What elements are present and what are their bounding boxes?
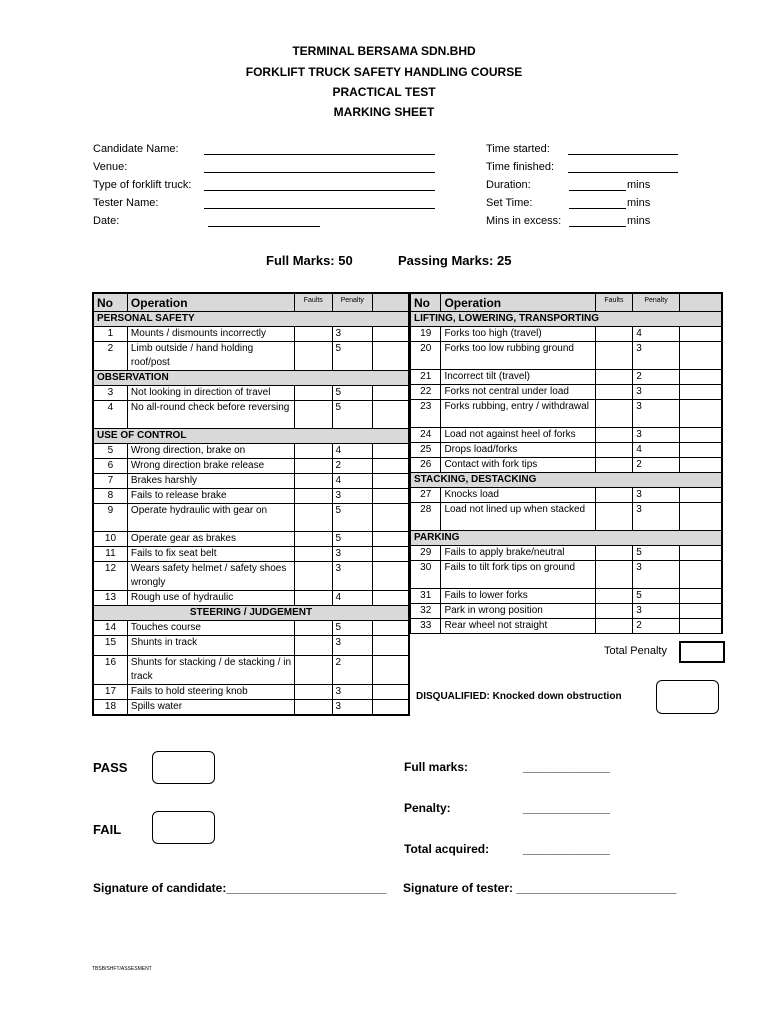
row-operation: No all-round check before reversing <box>127 401 294 429</box>
penalty-value: 5 <box>633 546 680 561</box>
row-number: 3 <box>93 386 127 401</box>
duration-label: Duration: <box>486 179 531 191</box>
faults-cell[interactable] <box>295 489 332 504</box>
penalty-value: 2 <box>633 619 680 634</box>
col-blank <box>373 293 410 312</box>
row-number: 11 <box>93 547 127 562</box>
table-row <box>411 385 723 400</box>
penalty-value: 4 <box>332 591 373 606</box>
row-number: 32 <box>411 604 441 619</box>
score-cell[interactable] <box>679 503 722 531</box>
tester-signature[interactable]: Signature of tester: ________________________ <box>403 881 677 895</box>
table-row <box>411 443 723 458</box>
faults-cell[interactable] <box>595 546 633 561</box>
row-operation: Drops load/forks <box>441 443 595 458</box>
full-marks: Full Marks: 50 <box>266 253 353 268</box>
table-row <box>93 685 409 700</box>
score-cell[interactable] <box>679 428 722 443</box>
score-cell[interactable] <box>373 327 410 342</box>
table-row <box>411 589 723 604</box>
faults-cell[interactable] <box>295 562 332 591</box>
penalty-value: 3 <box>633 488 680 503</box>
row-operation: Not looking in direction of travel <box>127 386 294 401</box>
score-cell[interactable] <box>679 400 722 428</box>
faults-cell[interactable] <box>295 532 332 547</box>
score-cell[interactable] <box>373 591 410 606</box>
faults-cell[interactable] <box>295 685 332 700</box>
section-title: STEERING / JUDGEMENT <box>93 606 409 621</box>
row-operation: Operate gear as brakes <box>127 532 294 547</box>
mins-excess-unit: mins <box>627 215 651 227</box>
full-marks-field[interactable]: _____________ <box>523 760 610 774</box>
penalty-value: 4 <box>633 443 680 458</box>
company-title: TERMINAL BERSAMA SDN.BHD <box>292 44 476 58</box>
score-cell[interactable] <box>679 385 722 400</box>
penalty-value: 5 <box>332 342 373 371</box>
table-row <box>411 503 723 531</box>
section-title: OBSERVATION <box>93 371 409 386</box>
row-operation: Brakes harshly <box>127 474 294 489</box>
full-marks-label: Full marks: <box>404 760 469 774</box>
col-no: No <box>411 293 441 312</box>
faults-cell[interactable] <box>595 619 633 634</box>
score-cell[interactable] <box>373 636 410 656</box>
score-cell[interactable] <box>679 589 722 604</box>
set-time-label: Set Time: <box>486 197 533 209</box>
table-row <box>411 604 723 619</box>
score-cell[interactable] <box>373 474 410 489</box>
row-operation: Wrong direction brake release <box>127 459 294 474</box>
col-blank <box>679 293 722 312</box>
sheet-title: MARKING SHEET <box>333 105 435 119</box>
date-field[interactable] <box>208 226 320 227</box>
faults-cell[interactable] <box>295 504 332 532</box>
score-cell[interactable] <box>373 489 410 504</box>
candidate-signature[interactable]: Signature of candidate:________________________ <box>93 881 387 895</box>
section-header <box>93 606 409 621</box>
row-operation: Fails to tilt fork tips on ground <box>441 561 595 589</box>
faults-cell[interactable] <box>595 458 633 473</box>
penalty-value: 2 <box>332 459 373 474</box>
candidate-name-label: Candidate Name: <box>93 143 179 155</box>
section-title: LIFTING, LOWERING, TRANSPORTING <box>411 312 723 327</box>
row-number: 21 <box>411 370 441 385</box>
faults-cell[interactable] <box>595 385 633 400</box>
set-time-field[interactable] <box>569 208 626 209</box>
pass-label: PASS <box>93 760 128 775</box>
row-number: 28 <box>411 503 441 531</box>
venue-label: Venue: <box>93 161 128 173</box>
row-operation: Fails to release brake <box>127 489 294 504</box>
section-header <box>411 473 723 488</box>
row-operation: Fails to fix seat belt <box>127 547 294 562</box>
table-row <box>411 327 723 342</box>
section-header <box>411 312 723 327</box>
table-row <box>411 488 723 503</box>
row-operation: Forks rubbing, entry / withdrawal <box>441 400 595 428</box>
row-operation: Shunts for stacking / de stacking / in track <box>127 656 294 685</box>
score-cell[interactable] <box>373 621 410 636</box>
row-operation: Fails to hold steering knob <box>127 685 294 700</box>
row-number: 8 <box>93 489 127 504</box>
col-penalty: Penalty <box>332 293 373 312</box>
row-operation: Spills water <box>127 700 294 716</box>
faults-cell[interactable] <box>295 459 332 474</box>
row-operation: Rough use of hydraulic <box>127 591 294 606</box>
faults-cell[interactable] <box>595 327 633 342</box>
candidate-name-field[interactable] <box>204 154 435 155</box>
fail-label: FAIL <box>93 822 122 837</box>
table-row <box>93 504 409 532</box>
row-number: 22 <box>411 385 441 400</box>
tester-name-field[interactable] <box>204 208 435 209</box>
row-operation: Forks too low rubbing ground <box>441 342 595 370</box>
row-operation: Forks not central under load <box>441 385 595 400</box>
row-number: 29 <box>411 546 441 561</box>
faults-cell[interactable] <box>595 503 633 531</box>
table-row <box>93 591 409 606</box>
row-number: 31 <box>411 589 441 604</box>
penalty-value: 3 <box>633 561 680 589</box>
row-number: 15 <box>93 636 127 656</box>
table-row <box>93 327 409 342</box>
table-row <box>93 401 409 429</box>
footer-code: TBSB/SHFT/ASSESMENT <box>92 966 152 972</box>
mins-excess-field[interactable] <box>569 226 626 227</box>
section-header <box>93 371 409 386</box>
table-row <box>411 342 723 370</box>
col-penalty: Penalty <box>633 293 680 312</box>
section-header <box>93 429 409 444</box>
row-number: 17 <box>93 685 127 700</box>
disqualified-label: DISQUALIFIED: Knocked down obstruction <box>416 691 622 702</box>
col-operation: Operation <box>127 293 294 312</box>
penalty-value: 3 <box>332 562 373 591</box>
row-number: 4 <box>93 401 127 429</box>
faults-cell[interactable] <box>595 488 633 503</box>
faults-cell[interactable] <box>295 444 332 459</box>
row-operation: Load not lined up when stacked <box>441 503 595 531</box>
tester-name-label: Tester Name: <box>93 197 159 209</box>
score-cell[interactable] <box>373 342 410 371</box>
penalty-value: 3 <box>332 700 373 716</box>
faults-cell[interactable] <box>295 636 332 656</box>
score-cell[interactable] <box>679 488 722 503</box>
score-cell[interactable] <box>373 401 410 429</box>
row-number: 16 <box>93 656 127 685</box>
row-number: 20 <box>411 342 441 370</box>
col-faults: Faults <box>595 293 633 312</box>
time-finished-label: Time finished: <box>486 161 555 173</box>
table-row <box>411 400 723 428</box>
row-number: 10 <box>93 532 127 547</box>
faults-cell[interactable] <box>295 591 332 606</box>
table-row <box>411 619 723 634</box>
penalty-value: 4 <box>633 327 680 342</box>
penalty-value: 3 <box>332 685 373 700</box>
penalty-value: 3 <box>633 428 680 443</box>
row-operation: Fails to apply brake/neutral <box>441 546 595 561</box>
penalty-value: 3 <box>332 327 373 342</box>
faults-cell[interactable] <box>295 621 332 636</box>
time-started-label: Time started: <box>486 143 550 155</box>
section-title: USE OF CONTROL <box>93 429 409 444</box>
table-row <box>93 547 409 562</box>
score-cell[interactable] <box>679 458 722 473</box>
row-number: 13 <box>93 591 127 606</box>
faults-cell[interactable] <box>295 342 332 371</box>
penalty-value: 5 <box>332 401 373 429</box>
row-number: 26 <box>411 458 441 473</box>
col-faults: Faults <box>295 293 332 312</box>
row-operation: Mounts / dismounts incorrectly <box>127 327 294 342</box>
table-row <box>411 561 723 589</box>
passing-marks: Passing Marks: 25 <box>398 253 512 268</box>
course-title: FORKLIFT TRUCK SAFETY HANDLING COURSE <box>245 65 523 79</box>
faults-cell[interactable] <box>595 428 633 443</box>
section-header <box>411 531 723 546</box>
table-row <box>93 474 409 489</box>
penalty-field[interactable]: _____________ <box>523 801 610 815</box>
row-number: 27 <box>411 488 441 503</box>
table-row <box>93 621 409 636</box>
score-cell[interactable] <box>679 443 722 458</box>
truck-type-label: Type of forklift truck: <box>93 179 192 191</box>
faults-cell[interactable] <box>595 342 633 370</box>
score-cell[interactable] <box>373 444 410 459</box>
penalty-label: Penalty: <box>404 801 451 815</box>
penalty-value: 4 <box>332 444 373 459</box>
time-started-field[interactable] <box>568 154 678 155</box>
faults-cell[interactable] <box>295 547 332 562</box>
row-number: 7 <box>93 474 127 489</box>
faults-cell[interactable] <box>595 370 633 385</box>
score-cell[interactable] <box>373 459 410 474</box>
score-cell[interactable] <box>373 562 410 591</box>
score-cell[interactable] <box>373 656 410 685</box>
score-cell[interactable] <box>679 546 722 561</box>
total-acquired-label: Total acquired: <box>404 842 490 856</box>
row-number: 18 <box>93 700 127 716</box>
faults-cell[interactable] <box>595 400 633 428</box>
fail-checkbox[interactable] <box>152 811 215 844</box>
score-cell[interactable] <box>679 604 722 619</box>
faults-cell[interactable] <box>595 604 633 619</box>
faults-cell[interactable] <box>295 656 332 685</box>
penalty-value: 3 <box>332 547 373 562</box>
row-number: 24 <box>411 428 441 443</box>
penalty-value: 5 <box>332 621 373 636</box>
penalty-value: 2 <box>633 458 680 473</box>
pass-checkbox[interactable] <box>152 751 215 784</box>
penalty-value: 5 <box>332 504 373 532</box>
row-number: 25 <box>411 443 441 458</box>
duration-field[interactable] <box>569 190 626 191</box>
table-row <box>411 428 723 443</box>
section-title: PARKING <box>411 531 723 546</box>
penalty-value: 2 <box>633 370 680 385</box>
penalty-value: 3 <box>633 604 680 619</box>
row-operation: Knocks load <box>441 488 595 503</box>
penalty-value: 3 <box>633 385 680 400</box>
right-operations-table <box>410 292 723 634</box>
total-penalty-box[interactable] <box>679 641 725 663</box>
row-operation: Fails to lower forks <box>441 589 595 604</box>
row-operation: Load not against heel of forks <box>441 428 595 443</box>
score-cell[interactable] <box>373 685 410 700</box>
penalty-value: 5 <box>332 532 373 547</box>
total-penalty-label: Total Penalty <box>604 645 667 657</box>
disqualified-checkbox[interactable] <box>656 680 719 714</box>
row-operation: Operate hydraulic with gear on <box>127 504 294 532</box>
row-operation: Incorrect tilt (travel) <box>441 370 595 385</box>
table-row <box>93 444 409 459</box>
duration-unit: mins <box>627 179 651 191</box>
faults-cell[interactable] <box>295 700 332 716</box>
penalty-value: 5 <box>332 386 373 401</box>
faults-cell[interactable] <box>595 561 633 589</box>
row-operation: Shunts in track <box>127 636 294 656</box>
table-row <box>93 489 409 504</box>
faults-cell[interactable] <box>595 443 633 458</box>
row-number: 19 <box>411 327 441 342</box>
row-operation: Contact with fork tips <box>441 458 595 473</box>
section-header <box>93 312 409 327</box>
score-cell[interactable] <box>373 547 410 562</box>
penalty-value: 3 <box>633 400 680 428</box>
row-number: 14 <box>93 621 127 636</box>
penalty-value: 5 <box>633 589 680 604</box>
faults-cell[interactable] <box>595 589 633 604</box>
section-title: PERSONAL SAFETY <box>93 312 409 327</box>
score-cell[interactable] <box>373 700 410 716</box>
date-label: Date: <box>93 215 120 227</box>
row-number: 9 <box>93 504 127 532</box>
table-row <box>93 562 409 591</box>
col-no: No <box>93 293 127 312</box>
section-title: STACKING, DESTACKING <box>411 473 723 488</box>
score-cell[interactable] <box>679 619 722 634</box>
table-row <box>93 636 409 656</box>
penalty-value: 3 <box>633 342 680 370</box>
row-operation: Rear wheel not straight <box>441 619 595 634</box>
table-row <box>411 370 723 385</box>
row-operation: Touches course <box>127 621 294 636</box>
table-row <box>411 458 723 473</box>
row-number: 1 <box>93 327 127 342</box>
truck-type-field[interactable] <box>204 190 435 191</box>
total-acquired-field[interactable]: _____________ <box>523 842 610 856</box>
table-row <box>93 700 409 716</box>
score-cell[interactable] <box>679 370 722 385</box>
penalty-value: 4 <box>332 474 373 489</box>
mins-excess-label: Mins in excess: <box>486 215 562 227</box>
penalty-value: 3 <box>332 636 373 656</box>
score-cell[interactable] <box>679 561 722 589</box>
row-number: 6 <box>93 459 127 474</box>
row-operation: Limb outside / hand holding roof/post <box>127 342 294 371</box>
row-number: 5 <box>93 444 127 459</box>
venue-field[interactable] <box>204 172 435 173</box>
row-operation: Forks too high (travel) <box>441 327 595 342</box>
time-finished-field[interactable] <box>568 172 678 173</box>
row-number: 33 <box>411 619 441 634</box>
faults-cell[interactable] <box>295 386 332 401</box>
faults-cell[interactable] <box>295 401 332 429</box>
row-number: 30 <box>411 561 441 589</box>
score-cell[interactable] <box>373 532 410 547</box>
score-cell[interactable] <box>373 386 410 401</box>
set-time-unit: mins <box>627 197 651 209</box>
col-operation: Operation <box>441 293 595 312</box>
penalty-value: 3 <box>332 489 373 504</box>
table-row <box>93 656 409 685</box>
table-row <box>93 459 409 474</box>
score-cell[interactable] <box>373 504 410 532</box>
row-number: 12 <box>93 562 127 591</box>
penalty-value: 3 <box>633 503 680 531</box>
faults-cell[interactable] <box>295 327 332 342</box>
row-operation: Wrong direction, brake on <box>127 444 294 459</box>
penalty-value: 2 <box>332 656 373 685</box>
score-cell[interactable] <box>679 342 722 370</box>
test-title: PRACTICAL TEST <box>332 85 436 99</box>
table-row <box>411 546 723 561</box>
table-row <box>93 342 409 371</box>
left-operations-table <box>92 292 410 716</box>
row-operation: Wears safety helmet / safety shoes wrongly <box>127 562 294 591</box>
row-operation: Park in wrong position <box>441 604 595 619</box>
score-cell[interactable] <box>679 327 722 342</box>
table-row <box>93 386 409 401</box>
row-number: 2 <box>93 342 127 371</box>
faults-cell[interactable] <box>295 474 332 489</box>
row-number: 23 <box>411 400 441 428</box>
table-row <box>93 532 409 547</box>
